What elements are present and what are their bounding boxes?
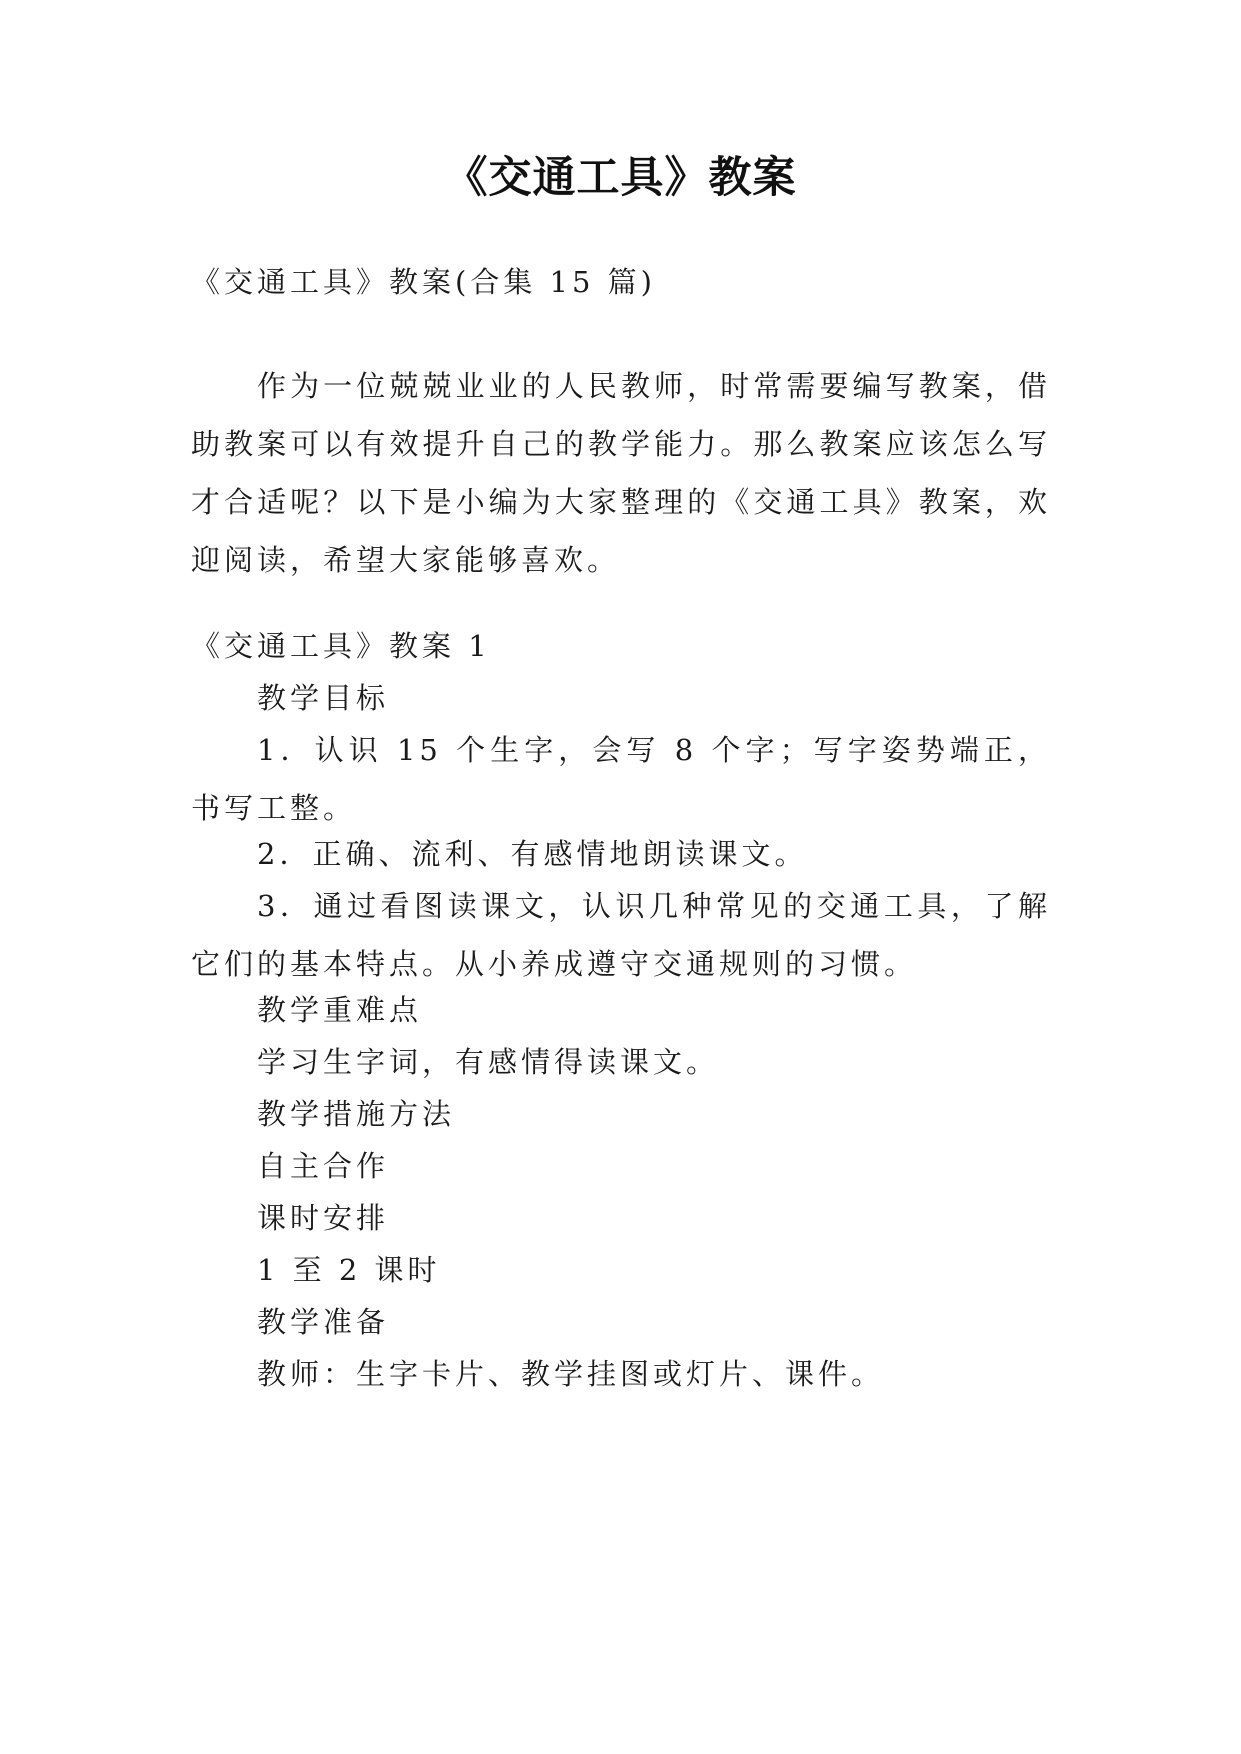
methods-text: 自主合作 — [257, 1149, 390, 1183]
document-title: 《交通工具》教案 — [444, 153, 797, 203]
objective-item-2: 2．正确、流利、有感情地朗读课文。 — [257, 837, 808, 871]
objectives-heading: 教学目标 — [257, 681, 390, 715]
key-points-text: 学习生字词，有感情得读课文。 — [257, 1045, 720, 1079]
methods-heading: 教学措施方法 — [257, 1097, 456, 1131]
section-heading: 《交通工具》教案 1 — [191, 629, 491, 663]
schedule-text: 1 至 2 课时 — [257, 1253, 441, 1287]
objective-item-1: 1．认识 15 个生字，会写 8 个字；写字姿势端正，书写工整。 — [191, 733, 1051, 825]
document-subtitle: 《交通工具》教案(合集 15 篇) — [191, 265, 656, 299]
key-points-heading: 教学重难点 — [257, 993, 423, 1027]
intro-paragraph: 作为一位兢兢业业的人民教师，时常需要编写教案，借助教案可以有效提升自己的教学能力。那么教案应该怎么写才合适呢？以下是小编为大家整理的《交通工具》教案，欢迎阅读，希望大家能够喜欢。 — [191, 369, 1051, 577]
preparation-heading: 教学准备 — [257, 1305, 390, 1339]
schedule-heading: 课时安排 — [257, 1201, 390, 1235]
objective-item-3: 3．通过看图读课文，认识几种常见的交通工具，了解它们的基本特点。从小养成遵守交通规则的习惯。 — [191, 889, 1051, 981]
preparation-text: 教师：生字卡片、教学挂图或灯片、课件。 — [257, 1357, 885, 1391]
